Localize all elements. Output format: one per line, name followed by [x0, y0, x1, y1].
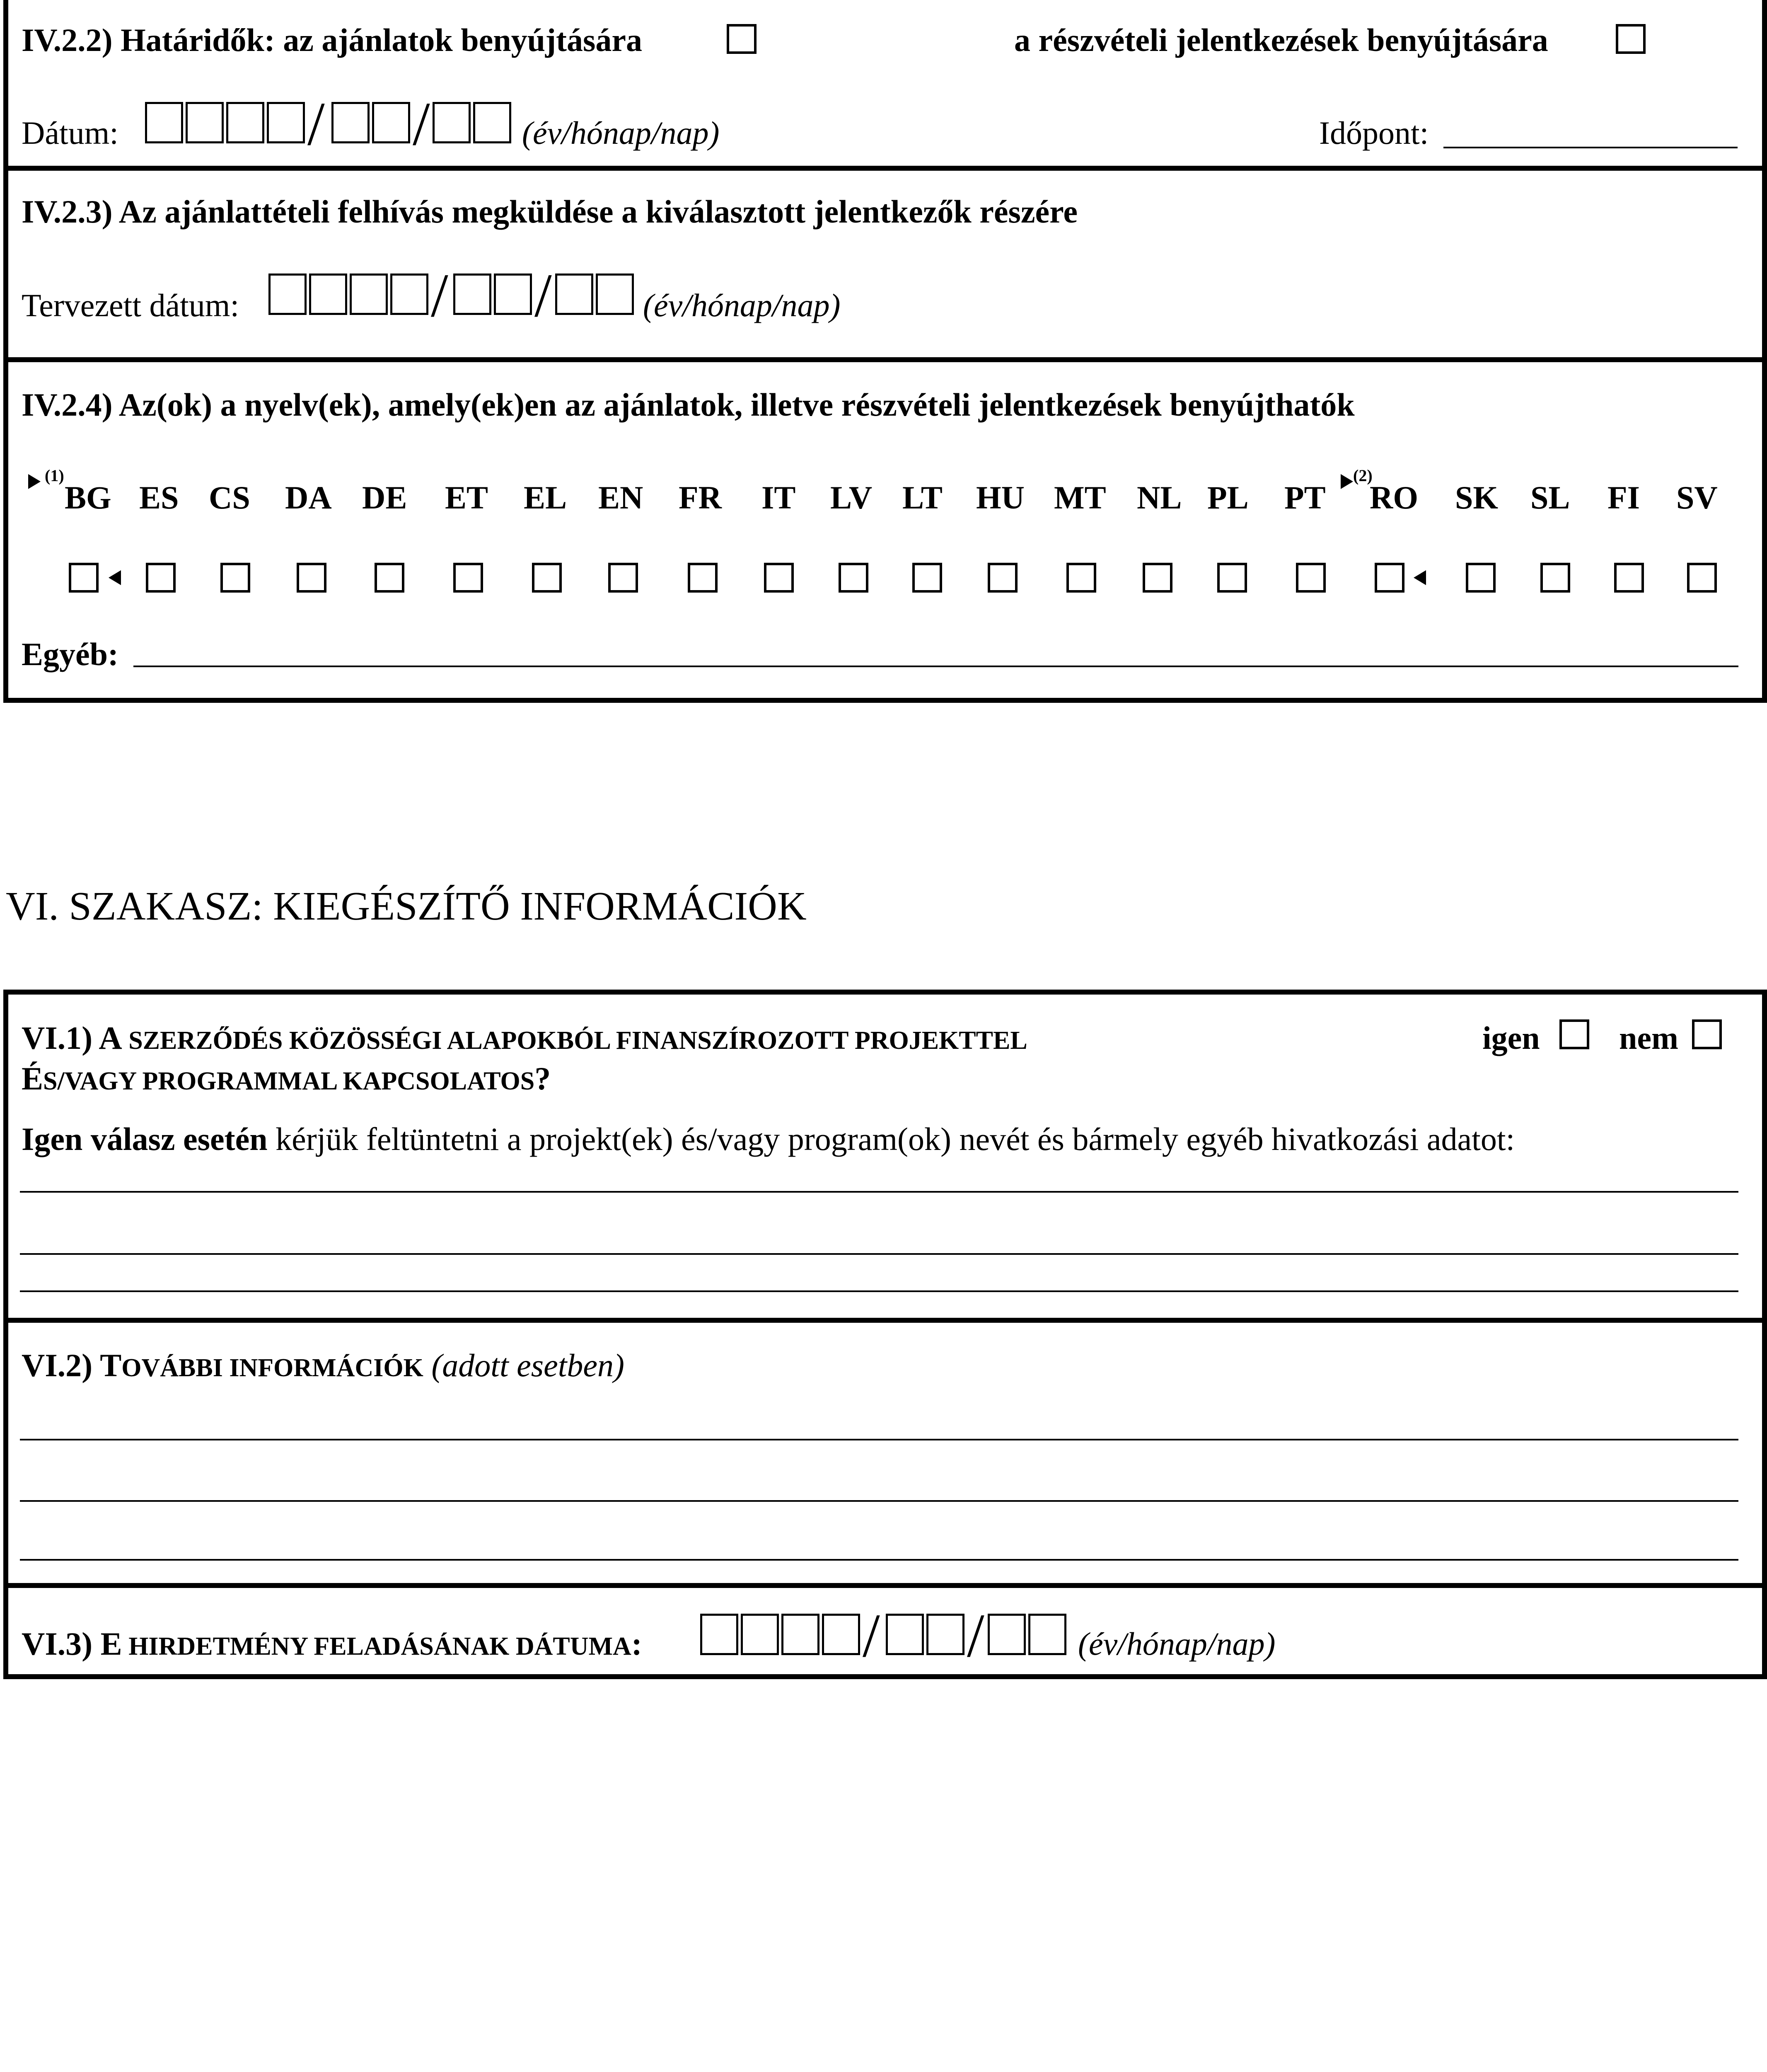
month-digit-box[interactable] — [372, 102, 410, 143]
language-checkbox-da[interactable] — [297, 563, 326, 593]
year-digit-box[interactable] — [226, 102, 264, 143]
vi-1-title-line2: ÉS/VAGY PROGRAMMAL KAPCSOLATOS? — [22, 1060, 551, 1097]
day-digit-box[interactable] — [555, 274, 593, 315]
footnote-2-marker: (2) — [1353, 466, 1373, 485]
language-checkbox-lv[interactable] — [839, 563, 868, 593]
divider-vi-2 — [3, 1318, 1767, 1323]
month-digit-box[interactable] — [926, 1614, 964, 1655]
date-format-hint: (év/hónap/nap) — [522, 115, 720, 151]
date-separator: / — [863, 1601, 880, 1670]
year-digit-box[interactable] — [822, 1614, 860, 1655]
language-code: HU — [976, 479, 1025, 516]
language-checkbox-bg[interactable] — [69, 563, 99, 593]
language-code: LV — [830, 479, 873, 516]
additional-info-line[interactable] — [20, 1500, 1738, 1502]
language-checkbox-es[interactable] — [146, 563, 176, 593]
date-separator: / — [431, 261, 448, 330]
day-digit-box[interactable] — [473, 102, 511, 143]
language-code: PT — [1284, 479, 1326, 516]
divider-vi-3 — [3, 1583, 1767, 1588]
planned-date-label: Tervezett dátum: — [22, 287, 239, 323]
language-checkbox-el[interactable] — [532, 563, 562, 593]
year-digit-box[interactable] — [145, 102, 183, 143]
project-reference-line[interactable] — [20, 1191, 1738, 1193]
iv-2-2-title: IV.2.2) Határidők: az ajánlatok benyújtására — [22, 22, 642, 58]
divider-iv-2-4 — [3, 357, 1767, 362]
year-digit-box[interactable] — [268, 274, 307, 315]
language-code: MT — [1054, 479, 1106, 516]
month-digit-box[interactable] — [331, 102, 370, 143]
vi-1-instruction: Igen válasz esetén kérjük feltüntetni a projekt(ek) és/vagy program(ok) nevét és bármely egyéb hivatkozási adatot: — [22, 1121, 1515, 1157]
language-checkbox-pl[interactable] — [1217, 563, 1247, 593]
language-checkbox-fr[interactable] — [688, 563, 718, 593]
language-code: PL — [1207, 479, 1249, 516]
language-checkbox-mt[interactable] — [1066, 563, 1096, 593]
year-digit-box[interactable] — [781, 1614, 819, 1655]
iv-2-2-right-label: a részvételi jelentkezések benyújtására — [1014, 22, 1548, 58]
language-checkbox-cs[interactable] — [220, 563, 250, 593]
year-digit-box[interactable] — [309, 274, 347, 315]
language-checkbox-lt[interactable] — [912, 563, 942, 593]
language-code: ES — [139, 479, 179, 516]
dispatch-date-format-hint: (év/hónap/nap) — [1078, 1626, 1276, 1662]
day-digit-box[interactable] — [1028, 1614, 1066, 1655]
language-code: NL — [1137, 479, 1182, 516]
note-pointer-left-icon — [109, 570, 121, 585]
divider-iv-2-3 — [3, 166, 1767, 171]
year-digit-box[interactable] — [186, 102, 224, 143]
year-digit-box[interactable] — [390, 274, 428, 315]
offers-deadline-checkbox[interactable] — [727, 24, 757, 54]
note-pointer-right-icon — [1341, 474, 1353, 489]
yes-label: igen — [1482, 1020, 1540, 1056]
language-checkbox-fi[interactable] — [1614, 563, 1644, 593]
year-digit-box[interactable] — [700, 1614, 738, 1655]
language-code: BG — [65, 479, 111, 516]
footnote-1-marker: (1) — [45, 466, 64, 485]
date-label: Dátum: — [22, 115, 118, 151]
vi-3-title: VI.3) E HIRDETMÉNY FELADÁSÁNAK DÁTUMA: — [22, 1626, 642, 1662]
language-checkbox-et[interactable] — [453, 563, 483, 593]
date-separator: / — [307, 90, 325, 158]
yes-checkbox[interactable] — [1559, 1019, 1589, 1049]
language-checkbox-ro[interactable] — [1375, 563, 1404, 593]
note-pointer-left-icon — [1414, 570, 1426, 585]
language-code: SL — [1530, 479, 1570, 516]
date-separator: / — [413, 90, 430, 158]
other-language-label: Egyéb: — [22, 636, 118, 672]
language-code: ET — [445, 479, 488, 516]
language-checkbox-it[interactable] — [764, 563, 794, 593]
day-digit-box[interactable] — [596, 274, 634, 315]
language-checkbox-pt[interactable] — [1296, 563, 1326, 593]
year-digit-box[interactable] — [741, 1614, 779, 1655]
time-input-line[interactable] — [1443, 147, 1738, 148]
project-reference-line[interactable] — [20, 1290, 1738, 1292]
month-digit-box[interactable] — [886, 1614, 924, 1655]
month-digit-box[interactable] — [494, 274, 532, 315]
language-code: EL — [524, 479, 567, 516]
additional-info-line[interactable] — [20, 1559, 1738, 1561]
language-code: DE — [362, 479, 407, 516]
language-checkbox-sk[interactable] — [1466, 563, 1496, 593]
vi-2-title: VI.2) TOVÁBBI INFORMÁCIÓK (adott esetben) — [22, 1347, 624, 1383]
year-digit-box[interactable] — [350, 274, 388, 315]
language-code: LT — [902, 479, 943, 516]
language-code: DA — [285, 479, 332, 516]
language-code: EN — [598, 479, 643, 516]
language-checkbox-de[interactable] — [375, 563, 404, 593]
time-label: Időpont: — [1319, 115, 1429, 151]
language-code: CS — [209, 479, 250, 516]
language-code: SV — [1676, 479, 1718, 516]
other-language-input-line[interactable] — [133, 666, 1738, 667]
language-checkbox-nl[interactable] — [1143, 563, 1172, 593]
iv-2-4-title: IV.2.4) Az(ok) a nyelv(ek), amely(ek)en az ajánlatok, illetve részvételi jelentkezések benyújthatók — [22, 387, 1355, 423]
no-checkbox[interactable] — [1692, 1019, 1722, 1049]
applications-deadline-checkbox[interactable] — [1616, 24, 1646, 54]
language-code: FR — [679, 479, 722, 516]
vi-1-title-line1: VI.1) A SZERZŐDÉS KÖZÖSSÉGI ALAPOKBÓL FINANSZÍROZOTT PROJEKTTEL — [22, 1020, 1027, 1056]
language-checkbox-sl[interactable] — [1540, 563, 1570, 593]
day-digit-box[interactable] — [433, 102, 471, 143]
note-pointer-right-icon — [28, 474, 41, 489]
no-label: nem — [1619, 1020, 1678, 1056]
year-digit-box[interactable] — [267, 102, 305, 143]
date-separator: / — [534, 261, 552, 330]
language-checkbox-sv[interactable] — [1687, 563, 1717, 593]
language-code: RO — [1370, 479, 1418, 516]
month-digit-box[interactable] — [453, 274, 491, 315]
language-code: FI — [1607, 479, 1640, 516]
additional-info-line[interactable] — [20, 1439, 1738, 1440]
language-code: IT — [761, 479, 796, 516]
language-code: SK — [1455, 479, 1499, 516]
day-digit-box[interactable] — [988, 1614, 1026, 1655]
iv-2-3-title: IV.2.3) Az ajánlattételi felhívás megküldése a kiválasztott jelentkezők részére — [22, 194, 1078, 230]
project-reference-line[interactable] — [20, 1253, 1738, 1255]
section-vi-title: VI. SZAKASZ: KIEGÉSZÍTŐ INFORMÁCIÓK — [6, 884, 807, 929]
planned-date-format-hint: (év/hónap/nap) — [643, 287, 841, 323]
date-separator: / — [967, 1601, 984, 1670]
language-checkbox-en[interactable] — [608, 563, 638, 593]
language-checkbox-hu[interactable] — [988, 563, 1018, 593]
